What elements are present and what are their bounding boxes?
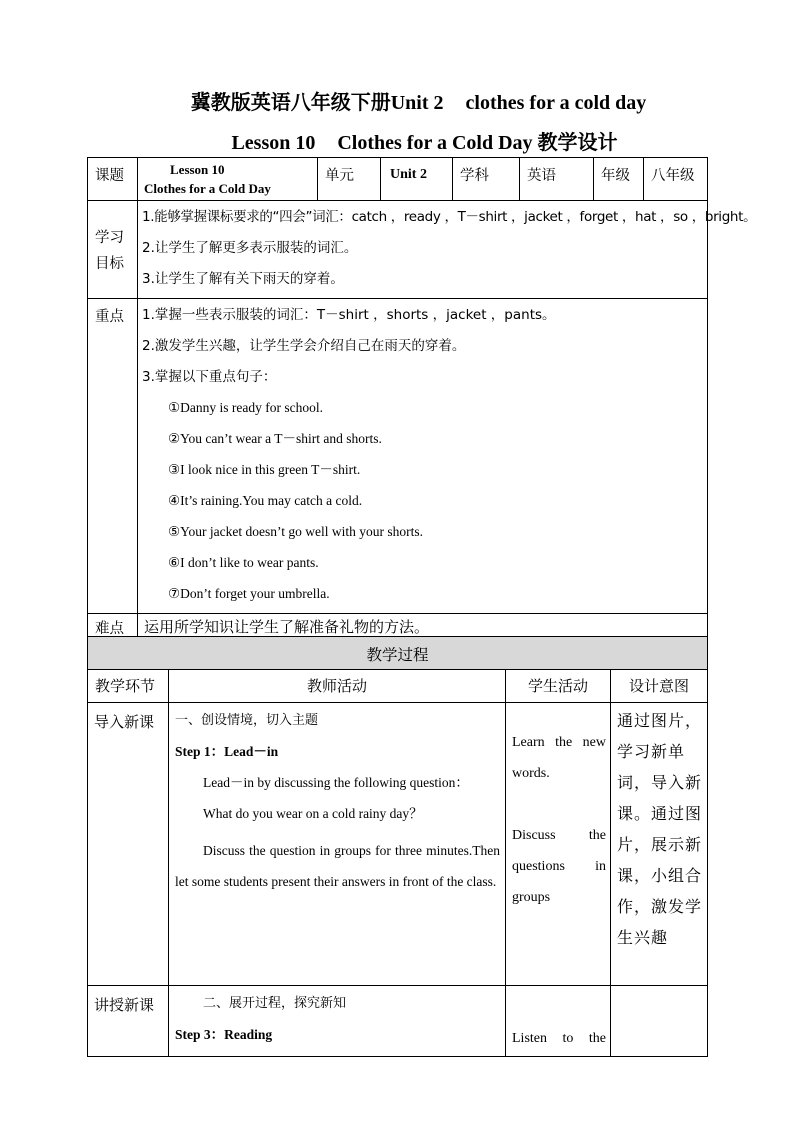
key-point-item: 1.掌握一些表示服装的词汇：T－shirt ，shorts ，jacket ，pants。	[142, 307, 556, 323]
key-sentence: ⑥I don’t like to wear pants.	[168, 555, 319, 570]
topic-label: 课题	[88, 158, 138, 201]
title-cn: 冀教版英语八年级下册	[190, 92, 391, 114]
column-header: 学生活动	[506, 670, 611, 703]
subtitle-name: Clothes for a Cold Day	[337, 132, 533, 154]
document-subtitle	[28, 126, 793, 155]
key-point-item: 3.掌握以下重点句子：	[142, 369, 277, 385]
goals-row	[88, 201, 708, 299]
teacher-line: What do you wear on a cold rainy day？	[203, 806, 423, 821]
column-header: 教师活动	[169, 670, 506, 703]
process-row-new	[88, 986, 708, 1057]
student-activity	[506, 986, 611, 1057]
teacher-activity	[169, 986, 506, 1057]
column-header: 设计意图	[611, 670, 708, 703]
key-point-item: 2.激发学生兴趣，让学生学会介绍自己在雨天的穿着。	[142, 338, 466, 354]
difficulty-label: 难点	[88, 614, 138, 641]
document-title	[22, 86, 793, 115]
lesson-title-cell	[138, 158, 318, 201]
teacher-paragraph: Discuss the question in groups for three minutes.Then let some students present their answers in front of the class.	[175, 843, 500, 889]
subtitle-suffix: 教学设计	[537, 132, 618, 154]
key-sentence: ③I look nice in this green T－shirt.	[168, 462, 361, 477]
key-points-row	[88, 299, 708, 614]
column-header-row	[88, 670, 708, 703]
grade-label: 年级	[594, 158, 644, 201]
subject-label: 学科	[453, 158, 520, 201]
student-activity-1: Learn the new words.	[512, 735, 606, 781]
stage-label: 导入新课	[88, 703, 169, 986]
student-activity-1: Listen to the	[512, 1031, 606, 1046]
student-activity	[506, 703, 611, 986]
key-sentence: ①Danny is ready for school.	[168, 400, 323, 415]
title-unit: Unit 2	[390, 92, 444, 114]
goal-item: 3.让学生了解有关下雨天的穿着。	[142, 271, 344, 287]
step-title: Step 3：Reading	[175, 1027, 273, 1042]
goal-item: 1.能够掌握课标要求的“四会”词汇：catch ，ready ，T－shirt ，jacket ，forget ，hat ，so ，bright。	[142, 209, 757, 225]
lesson-name: Clothes for a Cold Day	[144, 181, 271, 196]
teaching-process-table	[87, 636, 708, 1057]
key-sentence: ②You can’t wear a T－shirt and shorts.	[168, 431, 382, 446]
unit-value: Unit 2	[381, 158, 453, 201]
key-points-label: 重点	[88, 299, 138, 614]
teacher-heading: 二、展开过程，探究新知	[203, 996, 347, 1011]
process-row-intro	[88, 703, 708, 986]
column-header: 教学环节	[88, 670, 169, 703]
key-points-list	[138, 299, 708, 614]
lesson-info-table	[87, 157, 757, 641]
goals-label: 学习 目标	[88, 201, 138, 299]
goals-list	[138, 201, 757, 299]
difficulty-text: 运用所学知识让学生了解准备礼物的方法。	[138, 614, 708, 641]
stage-label: 讲授新课	[88, 986, 169, 1057]
key-sentence: ⑤Your jacket doesn’t go well with your shorts.	[168, 524, 423, 539]
subject-value: 英语	[520, 158, 594, 201]
process-band-row	[88, 637, 708, 670]
step-title: Step 1：Lead－in	[175, 744, 279, 759]
key-sentence: ④It’s raining.You may catch a cold.	[168, 493, 363, 508]
design-intent	[611, 986, 708, 1057]
header-row	[88, 158, 708, 201]
student-activity-2: Discuss the questions in groups	[512, 828, 606, 905]
unit-label: 单元	[318, 158, 381, 201]
lesson-number: Lesson 10	[170, 162, 225, 177]
teacher-heading: 一、创设情境，切入主题	[175, 713, 319, 728]
grade-value: 八年级	[644, 158, 708, 201]
design-intent: 通过图片，学习新单词，导入新课。通过图片，展示新课，小组合作，激发学生兴趣	[611, 703, 708, 986]
key-sentence: ⑦Don’t forget your umbrella.	[168, 586, 330, 601]
teacher-line: Lead－in by discussing the following question：	[203, 775, 469, 790]
title-rest: clothes for a cold day	[465, 92, 647, 114]
goal-item: 2.让学生了解更多表示服装的词汇。	[142, 240, 358, 256]
teacher-activity	[169, 703, 506, 986]
process-band: 教学过程	[88, 637, 708, 670]
subtitle-lesson: Lesson 10	[231, 132, 316, 154]
